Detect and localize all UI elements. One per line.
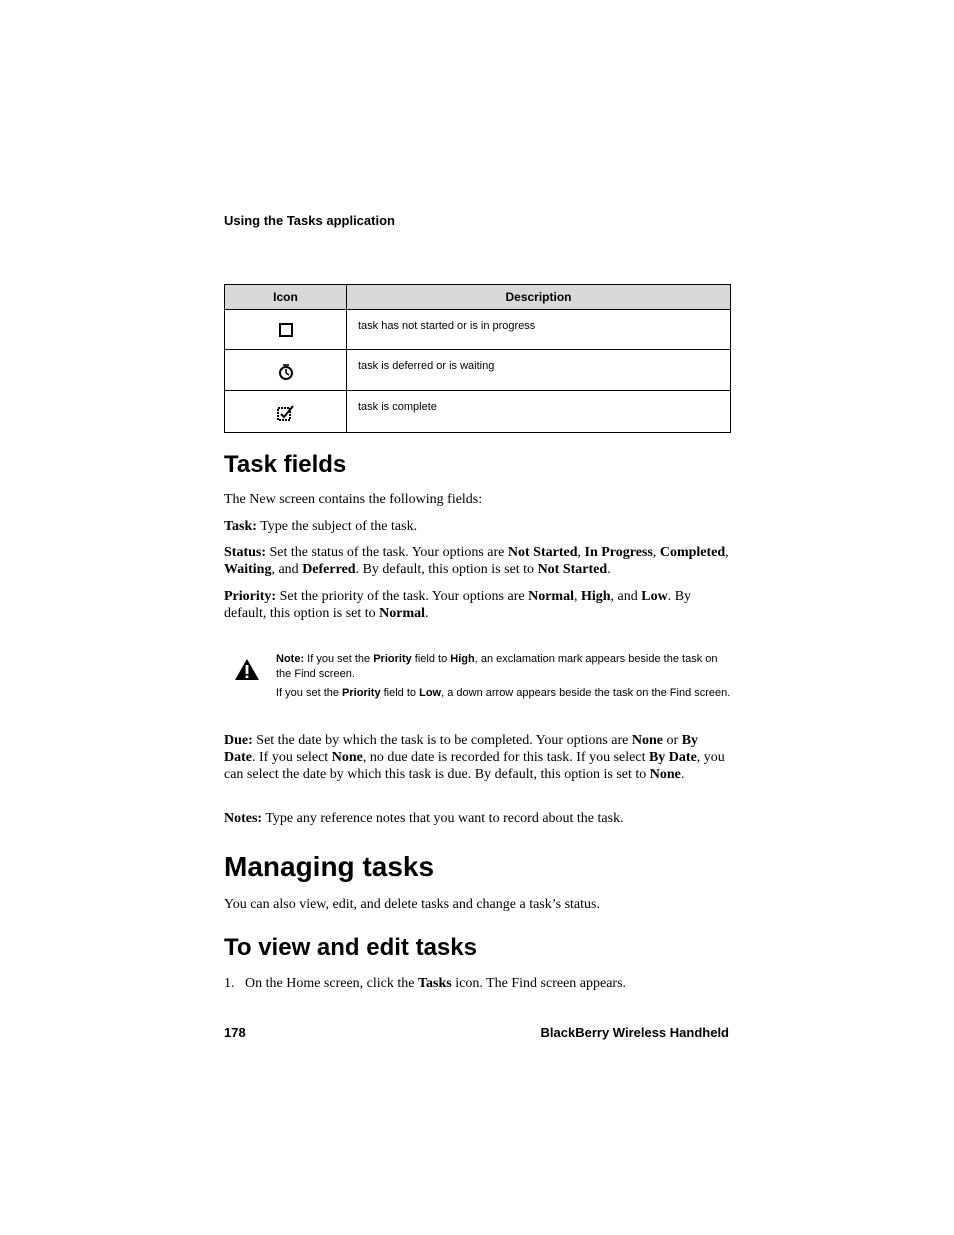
table-row [225,350,731,391]
square-icon [278,322,294,338]
task-fields-heading: Task fields [224,451,347,478]
page-number: 178 [224,1025,246,1040]
status-field-paragraph: Status: Set the status of the task. Your options are Not Started, In Progress, Completed, Waiting, and Deferred. By default, this option is set to Not Started. [224,545,729,577]
note-paragraph: If you set the Priority field to Low, a down arrow appears beside the task on the Find screen. [276,687,731,699]
table-header-row [225,285,731,310]
column-header-description: Description [347,285,731,310]
view-edit-heading: To view and edit tasks [224,934,477,961]
checked-box-icon [276,404,296,422]
field-label: Due: [224,733,253,748]
field-label: Notes: [224,811,263,826]
managing-tasks-heading: Managing tasks [224,851,435,882]
note-paragraph: Note: If you set the Priority field to High, an exclamation mark appears beside the task on the Find screen. [276,653,718,680]
notes-field-paragraph: Notes: Type any reference notes that you want to record about the task. [224,811,624,826]
column-header-icon: Icon [225,285,347,310]
table-row [225,310,731,350]
icon-description: task is deferred or is waiting [358,360,495,372]
field-label: Priority: [224,589,277,604]
clock-icon [277,363,295,381]
running-head: Using the Tasks application [224,213,395,228]
field-label: Status: [224,545,267,560]
due-field-paragraph: Due: Set the date by which the task is to be completed. Your options are None or By Date. If you select None, no due date is recorded for this task. If you select By Date, you can select the date by which this task is due. By default, this option is set to None. [224,733,725,782]
note-label: Note: [276,653,305,665]
priority-field-paragraph: Priority: Set the priority of the task. Your options are Normal, High, and Low. By default, this option is set to Normal. [224,589,692,621]
task-fields-intro: The New screen contains the following fields: [224,492,483,507]
step-1: 1. On the Home screen, click the Tasks icon. The Find screen appears. [224,976,627,991]
field-label: Task: [224,519,257,534]
task-field-paragraph: Task: Type the subject of the task. [224,519,418,534]
task-icons-table [224,284,731,433]
warning-icon [234,658,260,682]
managing-tasks-text: You can also view, edit, and delete tasks and change a task’s status. [224,897,600,912]
icon-description: task has not started or is in progress [358,320,536,332]
book-title: BlackBerry Wireless Handheld [540,1025,729,1040]
table-row [225,391,731,433]
icon-description: task is complete [358,401,437,413]
step-number: 1. [224,976,235,991]
